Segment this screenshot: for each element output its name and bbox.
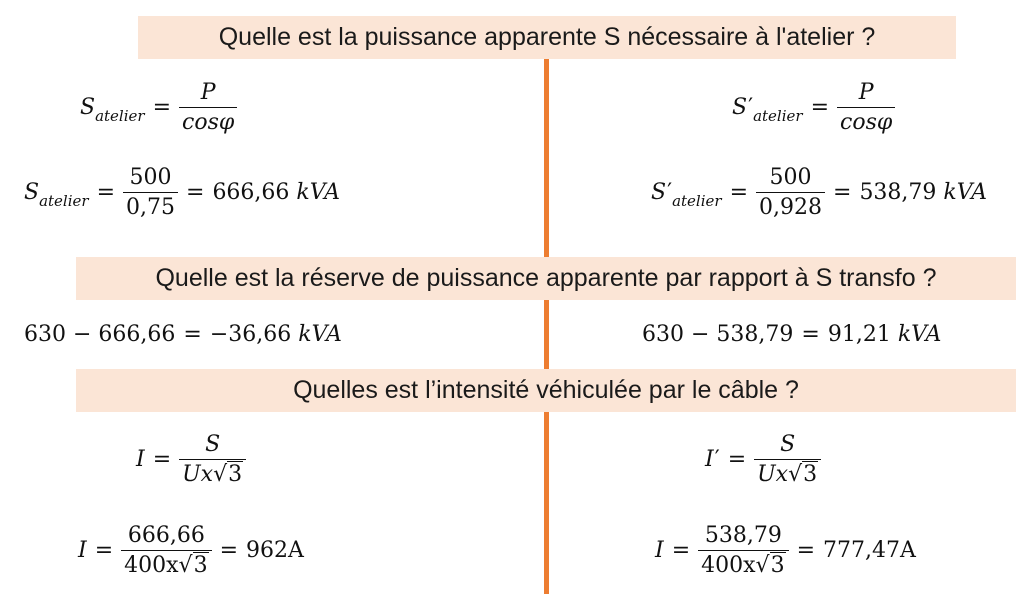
fraction xyxy=(754,432,821,488)
denominator xyxy=(698,550,788,578)
radicand: 3 xyxy=(803,462,818,488)
sqrt-icon: √3 xyxy=(213,462,243,488)
result-value: 962A xyxy=(246,538,304,564)
right-i-formula xyxy=(705,432,821,488)
left-s-formula xyxy=(80,80,237,136)
result-value: 538,79 xyxy=(859,180,937,206)
unit: kVA xyxy=(296,180,341,206)
symbol: I xyxy=(136,447,145,473)
fraction xyxy=(756,165,825,221)
prime: ′ xyxy=(748,95,754,121)
denominator xyxy=(179,459,246,487)
subscript: atelier xyxy=(753,106,803,125)
result-value: −36,66 xyxy=(209,322,292,347)
equals-sign: = xyxy=(796,538,816,564)
column-divider-3 xyxy=(544,412,549,594)
column-divider-2 xyxy=(544,300,549,369)
numerator: 666,66 xyxy=(127,523,205,548)
equals-sign: = xyxy=(186,180,205,206)
denominator: 0,928 xyxy=(756,192,825,220)
prime: ′ xyxy=(667,180,673,206)
numerator: 500 xyxy=(129,165,172,190)
equals-sign: = xyxy=(810,95,830,121)
numerator: S xyxy=(780,432,796,457)
expression: 630 − 666,66 xyxy=(24,322,176,347)
denominator: cosφ xyxy=(837,107,895,135)
numerator: 538,79 xyxy=(704,523,782,548)
denominator xyxy=(754,459,821,487)
numerator: S xyxy=(205,432,221,457)
equals-sign: = xyxy=(727,447,747,473)
sqrt-icon: √3 xyxy=(178,553,208,579)
question-power-reserve: Quelle est la réserve de puissance apparente par rapport à S transfo ? xyxy=(76,257,1016,300)
equals-sign: = xyxy=(671,538,691,564)
right-i-calculation xyxy=(655,523,916,579)
left-i-formula xyxy=(136,432,246,488)
symbol: I xyxy=(705,447,714,473)
expression: 630 − 538,79 xyxy=(642,322,794,347)
symbol: S xyxy=(732,95,748,121)
fraction xyxy=(179,80,237,136)
equals-sign: = xyxy=(219,538,239,564)
equals-sign: = xyxy=(152,95,172,121)
radicand: 3 xyxy=(228,462,243,488)
radicand: 3 xyxy=(193,553,208,579)
numerator: P xyxy=(858,80,874,105)
fraction xyxy=(698,523,788,579)
result-value: 91,21 xyxy=(827,322,891,347)
fraction xyxy=(123,165,178,221)
symbol: I xyxy=(655,538,664,564)
fraction xyxy=(121,523,211,579)
equals-sign: = xyxy=(96,180,116,206)
right-s-formula xyxy=(732,80,895,136)
right-reserve xyxy=(642,322,941,347)
sqrt-icon: √3 xyxy=(788,462,818,488)
left-s-calculation xyxy=(24,165,340,221)
question-cable-current: Quelles est l’intensité véhiculée par le câble ? xyxy=(76,369,1016,412)
symbol: I xyxy=(78,538,87,564)
denominator-prefix: Ux xyxy=(182,462,214,488)
unit: kVA xyxy=(298,322,342,347)
numerator: P xyxy=(200,80,216,105)
left-reserve xyxy=(24,322,342,347)
radicand: 3 xyxy=(770,553,785,579)
symbol: S xyxy=(651,180,667,206)
equals-sign: = xyxy=(94,538,114,564)
equals-sign: = xyxy=(833,180,852,206)
equals-sign: = xyxy=(183,322,202,347)
subscript: atelier xyxy=(95,106,145,125)
result-value: 777,47A xyxy=(823,538,916,564)
numerator: 500 xyxy=(769,165,812,190)
right-s-calculation xyxy=(651,165,987,221)
subscript: atelier xyxy=(39,191,89,210)
equals-sign: = xyxy=(729,180,749,206)
column-divider-1 xyxy=(544,59,549,257)
unit: kVA xyxy=(897,322,942,347)
denominator-prefix: 400x xyxy=(124,553,179,579)
denominator: 0,75 xyxy=(123,192,178,220)
equals-sign: = xyxy=(152,447,172,473)
denominator-prefix: 400x xyxy=(701,553,756,579)
fraction xyxy=(837,80,895,136)
denominator: cosφ xyxy=(179,107,237,135)
unit: kVA xyxy=(943,180,988,206)
question-apparent-power: Quelle est la puissance apparente S nécessaire à l'atelier ? xyxy=(138,16,956,59)
denominator xyxy=(121,550,211,578)
left-i-calculation xyxy=(78,523,304,579)
denominator-prefix: Ux xyxy=(757,462,789,488)
fraction xyxy=(179,432,246,488)
sqrt-icon: √3 xyxy=(755,553,785,579)
subscript: atelier xyxy=(672,191,722,210)
prime: ′ xyxy=(714,447,720,473)
symbol: S xyxy=(80,95,96,121)
result-value: 666,66 xyxy=(212,180,290,206)
equals-sign: = xyxy=(801,322,820,347)
symbol: S xyxy=(24,180,40,206)
